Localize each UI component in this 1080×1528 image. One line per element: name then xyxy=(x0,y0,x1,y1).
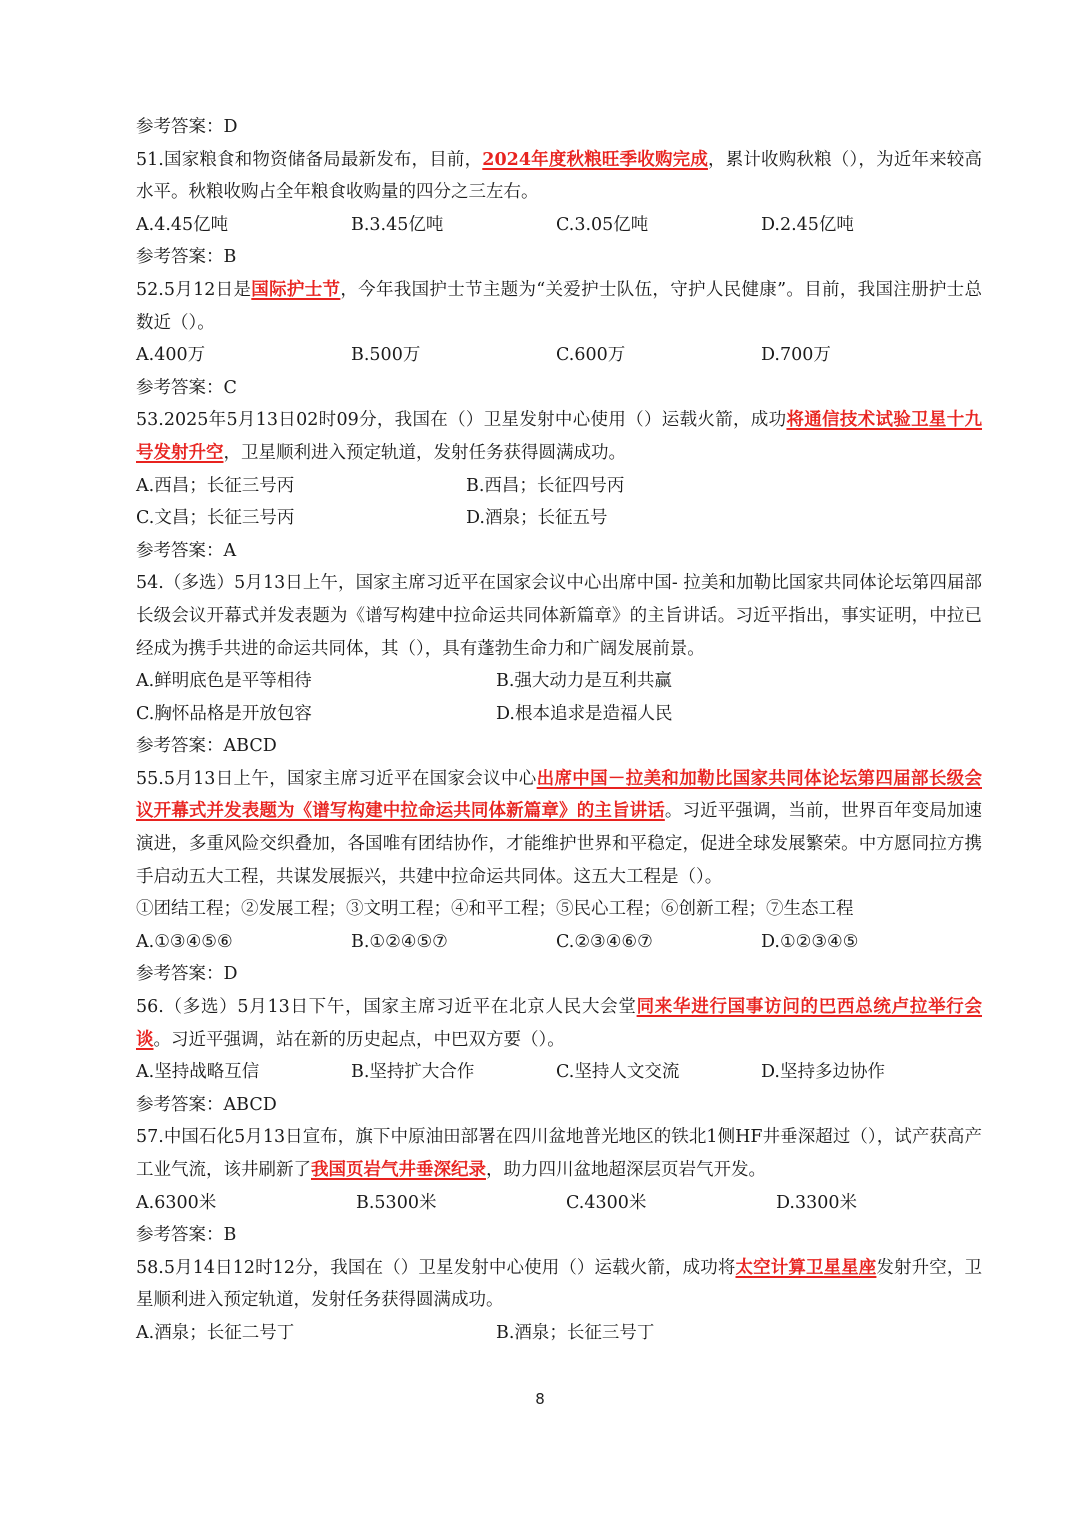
option-c: C.胸怀品格是开放包容 xyxy=(136,703,312,724)
answer-57: 参考答案：B xyxy=(136,1225,237,1246)
option-d: D.根本追求是造福人民 xyxy=(496,703,673,724)
page-content xyxy=(98,111,982,1350)
highlight-52: 国际护士节 xyxy=(251,279,341,300)
options-57 xyxy=(98,1187,982,1220)
option-b: B.酒泉；长征三号丁 xyxy=(496,1322,655,1343)
option-c: C.4300米 xyxy=(566,1192,647,1213)
options-54-row1 xyxy=(98,665,982,698)
question-55: 55.5月13日上午，国家主席习近平在国家会议中心出席中国－拉美和加勒比国家共同体论坛第四届部长级会议开幕式并发表题为《谱写构建中拉命运共同体新篇章》的主旨讲话。习近平强调，当前，世界百年变局加速演进，多重风险交织叠加，各国唯有团结协作，才能维护世界和平稳定，促进全球发展繁荣。中方愿同拉方携手启动五大工程，共谋发展振兴，共建中拉命运共同体。这五大工程是（）。 xyxy=(136,768,982,887)
question-57: 57.中国石化5月13日宣布，旗下中原油田部署在四川盆地普光地区的铁北1侧HF井垂深超过（），试产获高产工业气流，该井刷新了我国页岩气井垂深纪录，助力四川盆地超深层页岩气开发。 xyxy=(136,1127,982,1180)
highlight-53: 将通信技术试验卫星十九号发射升空 xyxy=(136,410,983,463)
option-a: A.400万 xyxy=(136,345,206,366)
options-53-row1 xyxy=(98,470,982,503)
option-b: B.强大动力是互利共赢 xyxy=(496,671,672,692)
page-number: 8 xyxy=(535,1390,545,1408)
answer-54: 参考答案：ABCD xyxy=(136,736,277,757)
option-a: A.鲜明底色是平等相待 xyxy=(136,671,312,692)
option-d: D.坚持多边协作 xyxy=(761,1062,885,1083)
option-a: A.4.45亿吨 xyxy=(136,214,229,235)
highlight-51: 2024年度秋粮旺季收购完成 xyxy=(482,149,709,170)
option-b: B.坚持扩大合作 xyxy=(351,1062,475,1083)
option-d: D.2.45亿吨 xyxy=(761,214,854,235)
option-d: D.3300米 xyxy=(776,1192,858,1213)
option-c: C.文昌；长征三号丙 xyxy=(136,508,295,529)
highlight-57: 我国页岩气井垂深纪录 xyxy=(311,1160,486,1180)
option-b: B.500万 xyxy=(351,345,421,366)
option-a: A.西昌；长征三号丙 xyxy=(136,475,295,496)
option-c: C.②③④⑥⑦ xyxy=(556,931,653,952)
project-list-55: ①团结工程；②发展工程；③文明工程；④和平工程；⑤民心工程；⑥创新工程；⑦生态工程 xyxy=(136,899,854,920)
options-58-row1 xyxy=(98,1317,982,1350)
option-b: B.5300米 xyxy=(356,1192,437,1213)
answer-56: 参考答案：ABCD xyxy=(136,1094,277,1115)
option-c: C.坚持人文交流 xyxy=(556,1062,680,1083)
option-a: A.酒泉；长征二号丁 xyxy=(136,1322,295,1343)
option-a: A.①③④⑤⑥ xyxy=(136,931,233,952)
question-56: 56.（多选）5月13日下午，国家主席习近平在北京人民大会堂同来华进行国事访问的巴西总统卢拉举行会谈。习近平强调，站在新的历史起点，中巴双方要（）。 xyxy=(136,997,982,1050)
options-55 xyxy=(98,926,982,959)
options-56 xyxy=(98,1056,982,1089)
option-a: A.坚持战略互信 xyxy=(136,1062,260,1083)
answer-53: 参考答案：A xyxy=(136,540,237,561)
highlight-58: 太空计算卫星星座 xyxy=(735,1257,877,1278)
option-b: B.①②④⑤⑦ xyxy=(351,931,448,952)
option-c: C.600万 xyxy=(556,345,626,366)
option-d: D.①②③④⑤ xyxy=(761,931,859,952)
option-d: D.酒泉；长征五号 xyxy=(466,508,608,529)
question-54: 54.（多选）5月13日上午，国家主席习近平在国家会议中心出席中国- 拉美和加勒比国家共同体论坛第四届部长级会议开幕式并发表题为《谱写构建中拉命运共同体新篇章》的主旨讲话。习近平指出，事实证明，中拉已经成为携手共进的命运共同体，其（），具有蓬勃生命力和广阔发展前景。 xyxy=(136,573,982,659)
option-c: C.3.05亿吨 xyxy=(556,214,649,235)
highlight-56: 同来华进行国事访问的巴西总统卢拉举行会谈 xyxy=(136,997,982,1050)
options-52 xyxy=(98,339,982,372)
option-d: D.700万 xyxy=(761,345,831,366)
question-58: 58.5月14日12时12分，我国在（）卫星发射中心使用（）运载火箭，成功将太空计算卫星星座发射升空，卫星顺利进入预定轨道，发射任务获得圆满成功。 xyxy=(136,1257,983,1311)
option-b: B.西昌；长征四号丙 xyxy=(466,475,625,496)
question-51: 51.国家粮食和物资储备局最新发布，目前，2024年度秋粮旺季收购完成，累计收购秋粮（），为近年来较高水平。秋粮收购占全年粮食收购量的四分之三左右。 xyxy=(136,149,982,203)
answer-50: 参考答案：D xyxy=(136,117,238,137)
answer-55: 参考答案：D xyxy=(136,964,238,985)
question-53: 53.2025年5月13日02时09分，我国在（）卫星发射中心使用（）运载火箭，成功将通信技术试验卫星十九号发射升空，卫星顺利进入预定轨道，发射任务获得圆满成功。 xyxy=(136,410,983,463)
options-51 xyxy=(98,209,982,242)
answer-51: 参考答案：B xyxy=(136,247,237,268)
options-53-row2 xyxy=(98,502,982,535)
option-b: B.3.45亿吨 xyxy=(351,214,444,235)
answer-52: 参考答案：C xyxy=(136,377,237,398)
options-54-row2 xyxy=(98,698,982,731)
highlight-55: 出席中国－拉美和加勒比国家共同体论坛第四届部长级会议开幕式并发表题为《谱写构建中拉命运共同体新篇章》的主旨讲话 xyxy=(136,768,982,822)
question-52: 52.5月12日是国际护士节，今年我国护士节主题为“关爱护士队伍，守护人民健康”。目前，我国注册护士总数近（）。 xyxy=(136,279,982,333)
option-a: A.6300米 xyxy=(136,1192,217,1213)
